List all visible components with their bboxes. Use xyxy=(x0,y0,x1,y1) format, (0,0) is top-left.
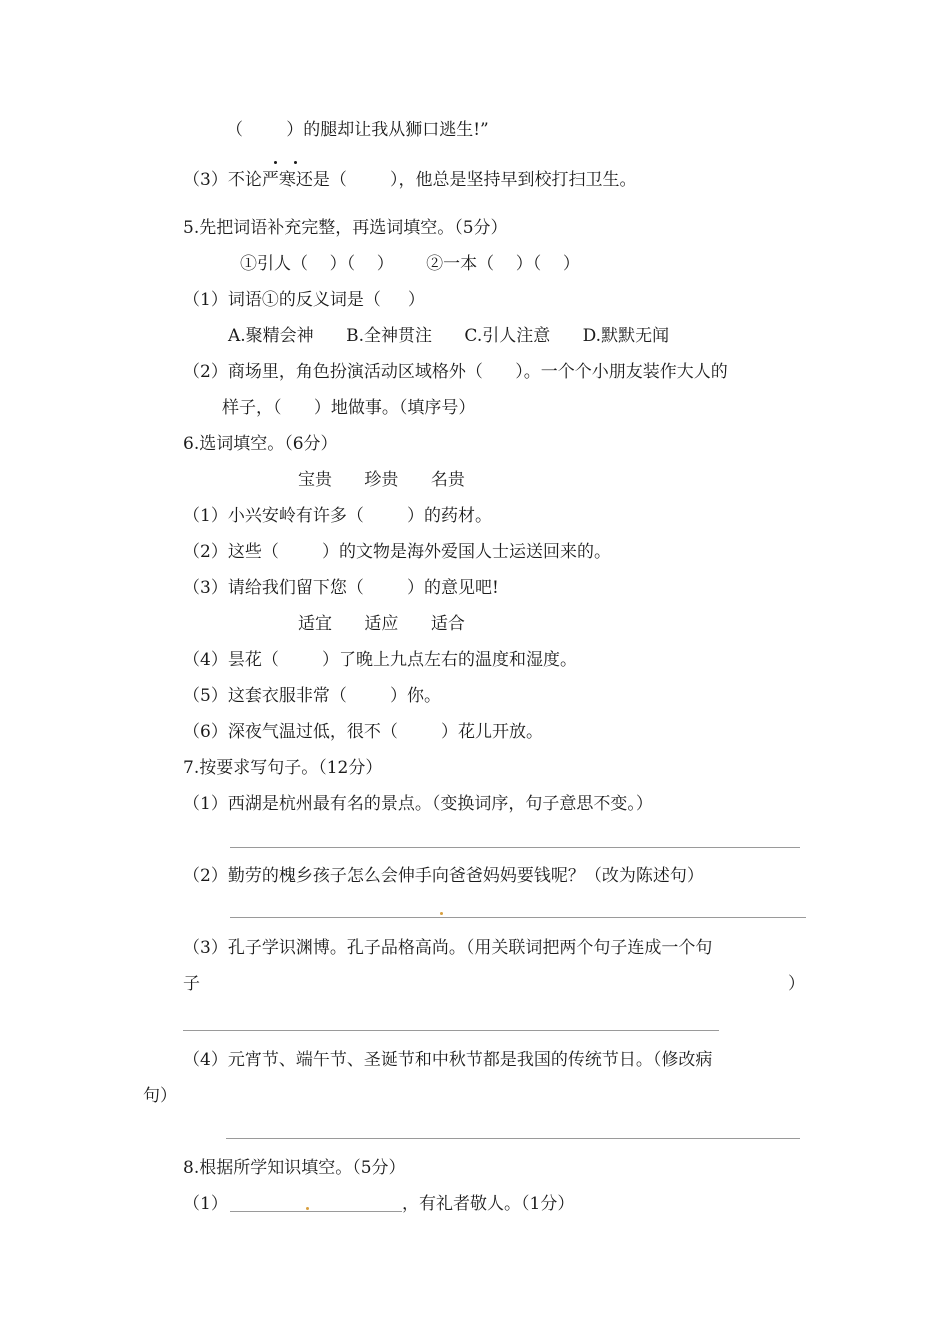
q6-word-bank-1: 宝贵 珍贵 名贵 xyxy=(298,470,465,490)
q7-item-1: （1）西湖是杭州最有名的景点。（变换词序，句子意思不变。） xyxy=(183,794,653,814)
answer-line[interactable] xyxy=(183,1030,719,1031)
q8-heading: 8.根据所学知识填空。（5分） xyxy=(183,1158,406,1178)
emphasis-dot xyxy=(274,161,277,164)
q7-item-4-line-1: （4）元宵节、端午节、圣诞节和中秋节都是我国的传统节日。（修改病 xyxy=(183,1050,713,1070)
q7-item-3-line-1: （3）孔子学识渊博。孔子品格高尚。（用关联词把两个句子连成一个句 xyxy=(183,938,713,958)
q5-item-1: （1）词语①的反义词是（ ） xyxy=(183,290,425,310)
q7-item-2: （2）勤劳的槐乡孩子怎么会伸手向爸爸妈妈要钱呢？（改为陈述句） xyxy=(183,866,704,886)
q8-item-1-prefix: （1） xyxy=(183,1194,228,1214)
answer-line[interactable] xyxy=(226,1138,800,1139)
q5-words: ①引人（ ）（ ） ②一本（ ）（ ） xyxy=(240,254,580,274)
q6-item-4: （4）昙花（ ）了晚上九点左右的温度和湿度。 xyxy=(183,650,578,670)
emphasis-dot xyxy=(294,161,297,164)
q6-item-2: （2）这些（ ）的文物是海外爱国人士运送回来的。 xyxy=(183,542,612,562)
q6-item-3: （3）请给我们留下您（ ）的意见吧! xyxy=(183,578,499,598)
q6-item-1: （1）小兴安岭有许多（ ）的药材。 xyxy=(183,506,493,526)
fill-blank[interactable] xyxy=(230,1211,402,1212)
q6-word-bank-2: 适宜 适应 适合 xyxy=(298,614,465,634)
q5-item-2-line-1: （2）商场里，角色扮演活动区域格外（ ）。一个个小朋友装作大人的 xyxy=(183,362,728,382)
mark-dot xyxy=(306,1207,309,1210)
q5-item-1-options: A.聚精会神 B.全神贯注 C.引人注意 D.默默无闻 xyxy=(228,326,670,346)
q5-item-2-line-2: 样子，（ ）地做事。（填序号） xyxy=(222,398,476,418)
q8-item-1-suffix: ，有礼者敬人。（1分） xyxy=(402,1194,575,1214)
q5-heading: 5.先把词语补充完整，再选词填空。（5分） xyxy=(183,218,508,238)
q7-item-3-close: ） xyxy=(788,974,805,994)
q7-item-4-line-2: 句） xyxy=(143,1086,177,1106)
q4-item-3: （3）不论严寒还是（ ），他总是坚持早到校打扫卫生。 xyxy=(183,170,637,190)
q7-item-3-line-2: 子 xyxy=(183,974,200,994)
q6-heading: 6.选词填空。（6分） xyxy=(183,434,338,454)
q7-heading: 7.按要求写句子。（12分） xyxy=(183,758,383,778)
mark-dot xyxy=(440,912,443,915)
q6-item-5: （5）这套衣服非常（ ）你。 xyxy=(183,686,442,706)
q6-item-6: （6）深夜气温过低，很不（ ）花儿开放。 xyxy=(183,722,544,742)
answer-line[interactable] xyxy=(230,917,806,918)
line-continuation: （ ）的腿却让我从狮口逃生!” xyxy=(226,120,489,140)
answer-line[interactable] xyxy=(230,847,800,848)
